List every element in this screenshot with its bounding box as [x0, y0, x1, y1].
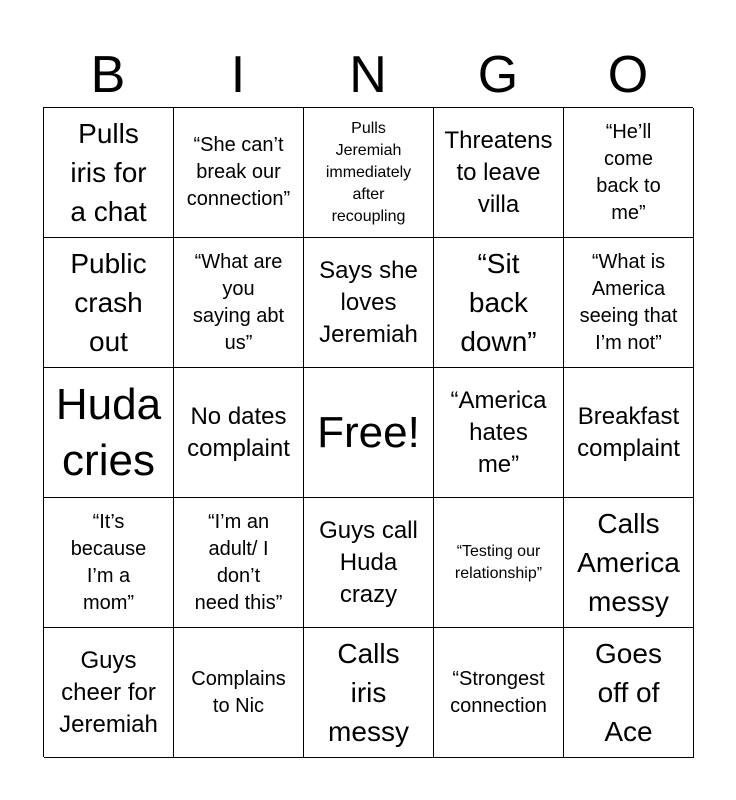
bingo-cell-r1-c1[interactable] [44, 108, 174, 238]
cell-text: Calls America messy [577, 508, 680, 617]
bingo-cell-r3-c5[interactable] [564, 368, 694, 498]
cell-text: Says she loves Jeremiah [319, 256, 418, 348]
bingo-card-grid [43, 107, 693, 757]
cell-text: “He’ll come back to me” [596, 120, 661, 224]
cell-text: Goes off of Ace [595, 638, 662, 747]
bingo-header [43, 44, 693, 106]
bingo-cell-r2-c3[interactable] [304, 238, 434, 368]
cell-text: “What are you saying abt us” [192, 250, 285, 354]
header-letter-i: I [230, 46, 246, 104]
bingo-cell-r4-c4[interactable] [434, 498, 564, 628]
bingo-cell-r3-c1[interactable] [44, 368, 174, 498]
cell-text: “It’s because I’m a mom” [70, 510, 147, 614]
bingo-cell-r3-c4[interactable] [434, 368, 564, 498]
cell-text: “Strongest connection [450, 667, 547, 717]
bingo-cell-r5-c4[interactable] [434, 628, 564, 758]
cell-text: “She can’t break our connection” [186, 134, 291, 210]
bingo-cell-r4-c5[interactable] [564, 498, 694, 628]
cell-text: Breakfast complaint [577, 402, 680, 462]
cell-text: Calls iris messy [328, 638, 409, 747]
bingo-cell-r4-c3[interactable] [304, 498, 434, 628]
cell-text: Threatens to leave villa [444, 126, 553, 218]
header-letter-g: G [477, 46, 519, 104]
bingo-cell-r2-c5[interactable] [564, 238, 694, 368]
cell-text: Pulls Jeremiah immediately after recoupling [325, 119, 412, 225]
cell-text: Public crash out [70, 248, 147, 357]
cell-text: Guys cheer for Jeremiah [59, 646, 158, 738]
cell-text: “Sit back down” [460, 248, 537, 357]
bingo-cell-r5-c2[interactable] [174, 628, 304, 758]
cell-text: Huda cries [55, 379, 162, 485]
bingo-cell-r4-c1[interactable] [44, 498, 174, 628]
bingo-cell-r2-c2[interactable] [174, 238, 304, 368]
header-letter-n: N [349, 46, 387, 104]
header-letter-o: O [607, 46, 649, 104]
header-letter-b: B [90, 46, 126, 104]
cell-text: Complains to Nic [191, 667, 286, 717]
cell-text: “America hates me” [450, 386, 547, 478]
cell-text: Pulls iris for a chat [70, 118, 147, 227]
cell-text: Guys call Huda crazy [319, 516, 418, 608]
bingo-cell-r2-c4[interactable] [434, 238, 564, 368]
bingo-cell-r5-c1[interactable] [44, 628, 174, 758]
bingo-cell-r2-c1[interactable] [44, 238, 174, 368]
bingo-cell-r1-c3[interactable] [304, 108, 434, 238]
bingo-cell-r5-c3[interactable] [304, 628, 434, 758]
bingo-cell-r5-c5[interactable] [564, 628, 694, 758]
cell-text: Free! [317, 407, 420, 457]
cell-text: No dates complaint [187, 402, 290, 462]
cell-text: “What is America seeing that I’m not” [579, 250, 678, 354]
bingo-cell-r4-c2[interactable] [174, 498, 304, 628]
free-space-cell[interactable] [304, 368, 434, 498]
cell-text: “I’m an adult/ I don’t need this” [194, 510, 283, 614]
bingo-cell-r3-c2[interactable] [174, 368, 304, 498]
bingo-cell-r1-c2[interactable] [174, 108, 304, 238]
bingo-cell-r1-c5[interactable] [564, 108, 694, 238]
bingo-cell-r1-c4[interactable] [434, 108, 564, 238]
cell-text: “Testing our relationship” [454, 542, 543, 582]
